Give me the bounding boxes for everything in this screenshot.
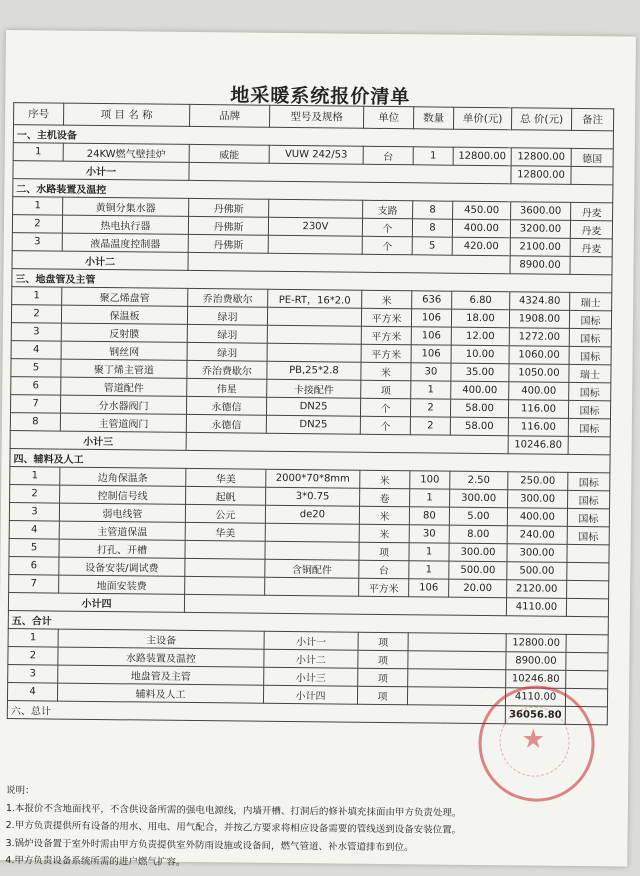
grand-total-value: 36056.80 bbox=[505, 706, 565, 725]
brand: 华美 bbox=[185, 522, 265, 541]
quantity: 106 bbox=[411, 327, 451, 345]
item-name: 黄铜分集水器 bbox=[63, 197, 189, 216]
total-price: 300.00 bbox=[508, 490, 568, 509]
row-index: 5 bbox=[11, 359, 61, 378]
brand: 威能 bbox=[189, 144, 269, 163]
unit: 项 bbox=[359, 542, 409, 561]
section-heading: 一、主机设备 bbox=[13, 125, 613, 149]
brand: 丹佛斯 bbox=[188, 216, 268, 235]
unit-price: 58.00 bbox=[450, 417, 508, 436]
unit: 米 bbox=[360, 470, 410, 489]
note-line: 3.锅炉设备置于室外时需由甲方负责提供室外防雨设施或设备间，燃气管道、补水管道排布到位。 bbox=[5, 837, 414, 853]
item-name: 主管道阀门 bbox=[60, 413, 186, 432]
column-header: 单价(元) bbox=[453, 107, 511, 130]
total-price: 1272.00 bbox=[509, 328, 569, 347]
item-name: 管道配件 bbox=[61, 377, 187, 396]
model-spec: 3*0.75 bbox=[266, 487, 360, 506]
item-name: 控制信号线 bbox=[60, 485, 186, 504]
model-spec bbox=[268, 235, 362, 254]
row-index: 4 bbox=[11, 341, 61, 360]
column-header: 数量 bbox=[413, 107, 453, 129]
row-index: 7 bbox=[10, 395, 60, 414]
column-header: 总 价(元) bbox=[511, 108, 571, 131]
subtotal-label: 小计一 bbox=[13, 161, 189, 181]
brand: 乔治费歇尔 bbox=[188, 288, 268, 307]
model-spec: PB,25*2.8 bbox=[267, 361, 361, 380]
notes-heading: 说明： bbox=[5, 785, 35, 797]
unit: 项 bbox=[358, 632, 408, 651]
item-name: 分水器阀门 bbox=[60, 395, 186, 414]
total-price: 400.00 bbox=[509, 382, 569, 401]
row-index: 2 bbox=[11, 305, 61, 324]
item-name: 热电执行器 bbox=[62, 215, 188, 234]
remark: 国标 bbox=[569, 382, 611, 400]
unit-price: 2.50 bbox=[450, 471, 508, 490]
item-name: 地盘管及主管 bbox=[58, 665, 264, 685]
row-index: 6 bbox=[9, 557, 59, 576]
section-heading: 二、水路装置及温控 bbox=[13, 179, 613, 203]
quantity: 106 bbox=[411, 309, 451, 327]
unit: 平方米 bbox=[359, 578, 409, 597]
unit: 台 bbox=[363, 146, 413, 165]
item-name: 主设备 bbox=[58, 629, 264, 649]
unit: 米 bbox=[362, 290, 412, 309]
unit-price: 35.00 bbox=[451, 363, 509, 382]
row-index: 2 bbox=[8, 647, 58, 666]
quote-sheet bbox=[0, 30, 636, 867]
seal-star-icon: ★ bbox=[521, 724, 546, 755]
row-index: 4 bbox=[7, 683, 57, 702]
total-price: 1050.00 bbox=[509, 364, 569, 383]
quantity: 1 bbox=[409, 561, 449, 579]
unit-price: 12.00 bbox=[451, 327, 509, 346]
row-index: 2 bbox=[12, 215, 62, 234]
model-spec: DN25 bbox=[266, 397, 360, 416]
total-price: 116.00 bbox=[508, 418, 568, 437]
unit-price: 6.80 bbox=[452, 291, 510, 310]
quantity: 30 bbox=[411, 363, 451, 381]
brand: 绿羽 bbox=[187, 324, 267, 343]
item-name: 设备安装/调试费 bbox=[59, 557, 185, 576]
subtotal-label: 小计四 bbox=[8, 593, 184, 613]
brand: 起帆 bbox=[186, 486, 266, 505]
remark: 国标 bbox=[567, 526, 609, 544]
subtotal-ref: 小计一 bbox=[264, 631, 358, 650]
section-heading: 五、合计 bbox=[8, 611, 608, 635]
remark: 国标 bbox=[569, 328, 611, 346]
row-index: 3 bbox=[8, 665, 58, 684]
quantity: 1 bbox=[413, 147, 453, 165]
unit-price: 20.00 bbox=[449, 579, 507, 598]
remark: 丹麦 bbox=[571, 202, 613, 220]
column-header: 项 目 名 称 bbox=[64, 103, 190, 126]
quantity: 30 bbox=[409, 525, 449, 543]
note-line: 1.本报价不含地面找平，不含供设备所需的强电电源线，内墙开槽、打洞后的修补填充抹面由甲方负责处理。 bbox=[5, 802, 462, 819]
empty-cell bbox=[570, 256, 612, 274]
total-price: 12800.00 bbox=[511, 148, 571, 167]
quantity: 1 bbox=[409, 543, 449, 561]
unit: 米 bbox=[359, 524, 409, 543]
brand: 绿羽 bbox=[187, 306, 267, 325]
brand: 丹佛斯 bbox=[188, 234, 268, 253]
unit-price: 300.00 bbox=[449, 543, 507, 562]
total-price: 3600.00 bbox=[511, 202, 571, 221]
model-spec: 2000*70*8mm bbox=[266, 469, 360, 488]
item-name: 弱电线管 bbox=[59, 503, 185, 522]
item-name: 反射膜 bbox=[61, 323, 187, 342]
unit: 个 bbox=[362, 236, 412, 255]
subtotal-value: 8900.00 bbox=[510, 256, 570, 275]
unit: 个 bbox=[360, 398, 410, 417]
model-spec: VUW 242/53 bbox=[269, 145, 363, 164]
quantity: 8 bbox=[413, 201, 453, 219]
total-price: 8900.00 bbox=[506, 652, 566, 671]
brand bbox=[185, 540, 265, 559]
subtotal-ref: 小计二 bbox=[264, 649, 358, 668]
remark: 瑞士 bbox=[570, 292, 612, 310]
subtotal-ref: 小计三 bbox=[264, 667, 358, 686]
total-price: 1908.00 bbox=[509, 310, 569, 329]
model-spec: 含铜配件 bbox=[265, 559, 359, 578]
total-price: 2120.00 bbox=[507, 580, 567, 599]
unit: 个 bbox=[362, 218, 412, 237]
item-name: 水路装置及温控 bbox=[58, 647, 264, 667]
empty-cell bbox=[566, 652, 608, 670]
total-price: 116.00 bbox=[508, 400, 568, 419]
unit-price: 8.00 bbox=[449, 525, 507, 544]
brand: 永德信 bbox=[186, 396, 266, 415]
unit-price: 500.00 bbox=[449, 561, 507, 580]
empty-cell bbox=[566, 634, 608, 652]
row-index: 1 bbox=[8, 629, 58, 648]
item-name: 地面安装费 bbox=[59, 575, 185, 594]
grand-total-label: 六、总计 bbox=[7, 701, 505, 724]
item-name: 保温板 bbox=[61, 305, 187, 324]
quantity: 100 bbox=[410, 471, 450, 489]
empty-cell bbox=[408, 651, 506, 670]
empty-cell bbox=[566, 670, 608, 688]
quantity: 1 bbox=[410, 489, 450, 507]
model-spec: 230V bbox=[268, 217, 362, 236]
total-price: 12800.00 bbox=[506, 634, 566, 653]
total-price: 400.00 bbox=[507, 508, 567, 527]
row-index: 3 bbox=[9, 503, 59, 522]
unit-price: 12800.00 bbox=[453, 147, 511, 166]
empty-cell bbox=[408, 669, 506, 688]
model-spec: PE-RT，16*2.0 bbox=[268, 289, 362, 308]
model-spec bbox=[269, 199, 363, 218]
brand: 公元 bbox=[185, 504, 265, 523]
brand: 永德信 bbox=[186, 414, 266, 433]
column-header: 品牌 bbox=[190, 104, 270, 127]
unit: 平方米 bbox=[361, 308, 411, 327]
brand: 丹佛斯 bbox=[189, 198, 269, 217]
brand: 伟星 bbox=[187, 378, 267, 397]
total-price: 300.00 bbox=[507, 544, 567, 563]
subtotal-value: 10246.80 bbox=[508, 436, 568, 455]
empty-cell bbox=[408, 633, 506, 652]
row-index: 1 bbox=[12, 287, 62, 306]
item-name: 边角保温条 bbox=[60, 467, 186, 486]
unit-price: 300.00 bbox=[450, 489, 508, 508]
brand bbox=[185, 558, 265, 577]
unit: 米 bbox=[359, 506, 409, 525]
subtotal-value: 4110.00 bbox=[506, 598, 566, 617]
unit: 卷 bbox=[360, 488, 410, 507]
document-title: 地采暖系统报价清单 bbox=[230, 84, 411, 109]
model-spec bbox=[265, 577, 359, 596]
company-seal bbox=[478, 685, 595, 802]
item-name: 液晶温度控制器 bbox=[62, 233, 188, 252]
remark bbox=[567, 544, 609, 562]
row-index: 1 bbox=[13, 197, 63, 216]
unit-price: 5.00 bbox=[449, 507, 507, 526]
item-name: 聚乙烯盘管 bbox=[62, 287, 188, 306]
unit-price: 58.00 bbox=[450, 399, 508, 418]
quantity: 80 bbox=[409, 507, 449, 525]
total-price: 250.00 bbox=[508, 472, 568, 491]
column-header: 单位 bbox=[363, 106, 413, 129]
remark: 德国 bbox=[571, 148, 613, 166]
unit-price: 10.00 bbox=[451, 345, 509, 364]
total-price: 1060.00 bbox=[509, 346, 569, 365]
subtotal-label: 小计二 bbox=[12, 251, 188, 271]
subtotal-label: 小计三 bbox=[10, 431, 186, 451]
note-line: 4.甲方负责设备系统所需的进户燃气扩容。 bbox=[5, 855, 186, 868]
remark: 国标 bbox=[569, 346, 611, 364]
remark bbox=[567, 562, 609, 580]
remark: 国标 bbox=[568, 418, 610, 436]
row-index: 7 bbox=[9, 575, 59, 594]
item-name: 辅料及人工 bbox=[57, 683, 263, 703]
subtotal-value: 12800.00 bbox=[511, 166, 571, 185]
item-name: 聚丁烯主管道 bbox=[61, 359, 187, 378]
section-heading: 三、地盘管及主管 bbox=[12, 269, 612, 293]
empty-cell bbox=[566, 598, 608, 616]
quantity: 2 bbox=[410, 417, 450, 435]
remark: 瑞士 bbox=[569, 364, 611, 382]
total-price: 2100.00 bbox=[510, 238, 570, 257]
remark: 国标 bbox=[568, 490, 610, 508]
total-price: 4324.80 bbox=[510, 292, 570, 311]
unit: 项 bbox=[357, 686, 407, 705]
item-name: 打孔、开槽 bbox=[59, 539, 185, 558]
quantity: 5 bbox=[412, 237, 452, 255]
quantity: 106 bbox=[411, 345, 451, 363]
remark: 丹麦 bbox=[570, 220, 612, 238]
row-index: 1 bbox=[10, 467, 60, 486]
remark: 丹麦 bbox=[570, 238, 612, 256]
subtotal-ref: 小计四 bbox=[263, 685, 357, 704]
unit: 项 bbox=[358, 650, 408, 669]
row-index: 5 bbox=[9, 539, 59, 558]
brand: 乔治费歇尔 bbox=[187, 360, 267, 379]
remark: 国标 bbox=[568, 472, 610, 490]
unit: 平方米 bbox=[361, 326, 411, 345]
row-index: 3 bbox=[11, 323, 61, 342]
brand: 华美 bbox=[186, 468, 266, 487]
remark bbox=[567, 580, 609, 598]
remark: 国标 bbox=[569, 310, 611, 328]
total-price: 3200.00 bbox=[510, 220, 570, 239]
row-index: 3 bbox=[12, 233, 62, 252]
row-index: 2 bbox=[10, 485, 60, 504]
total-price: 240.00 bbox=[507, 526, 567, 545]
quantity: 636 bbox=[412, 291, 452, 309]
column-header: 型号及规格 bbox=[269, 105, 363, 128]
unit: 个 bbox=[360, 416, 410, 435]
model-spec bbox=[267, 343, 361, 362]
note-line: 2.甲方负责提供所有设备的用水、用电、用气配合，并按乙方要求将相应设备需要的管线送到设备安装位置。 bbox=[5, 820, 462, 836]
unit: 项 bbox=[358, 668, 408, 687]
total-price: 500.00 bbox=[507, 562, 567, 581]
row-index: 8 bbox=[10, 413, 60, 432]
empty-cell bbox=[568, 436, 610, 454]
row-index: 1 bbox=[13, 143, 63, 162]
remark: 国标 bbox=[568, 400, 610, 418]
model-spec bbox=[267, 325, 361, 344]
total-price: 10246.80 bbox=[506, 670, 566, 689]
quantity: 1 bbox=[411, 381, 451, 399]
brand bbox=[185, 576, 265, 595]
quantity: 2 bbox=[410, 399, 450, 417]
section-heading: 四、辅料及人工 bbox=[10, 449, 610, 473]
unit: 米 bbox=[361, 362, 411, 381]
brand: 绿羽 bbox=[187, 342, 267, 361]
model-spec: de20 bbox=[265, 505, 359, 524]
unit-price: 400.00 bbox=[452, 219, 510, 238]
column-header: 备注 bbox=[571, 108, 613, 130]
unit-price: 420.00 bbox=[452, 237, 510, 256]
empty-cell bbox=[407, 687, 505, 706]
quantity: 106 bbox=[409, 579, 449, 597]
item-name: 24KW燃气壁挂炉 bbox=[63, 143, 189, 162]
column-header: 序号 bbox=[14, 103, 64, 126]
item-name: 钢丝网 bbox=[61, 341, 187, 360]
unit: 项 bbox=[361, 380, 411, 399]
row-index: 6 bbox=[11, 377, 61, 396]
remark: 国标 bbox=[567, 508, 609, 526]
row-index: 4 bbox=[9, 521, 59, 540]
unit-price: 400.00 bbox=[451, 381, 509, 400]
empty-cell bbox=[571, 166, 613, 184]
model-spec bbox=[267, 307, 361, 326]
model-spec bbox=[265, 523, 359, 542]
unit: 支路 bbox=[363, 200, 413, 219]
unit-price: 18.00 bbox=[451, 309, 509, 328]
quantity: 8 bbox=[412, 219, 452, 237]
model-spec: DN25 bbox=[266, 415, 360, 434]
quote-table bbox=[7, 102, 614, 725]
unit: 平方米 bbox=[361, 344, 411, 363]
item-name: 主管道保温 bbox=[59, 521, 185, 540]
unit-price: 450.00 bbox=[453, 201, 511, 220]
model-spec bbox=[265, 541, 359, 560]
model-spec: 卡接配件 bbox=[267, 379, 361, 398]
total-price: 4110.00 bbox=[505, 688, 565, 707]
unit: 台 bbox=[359, 560, 409, 579]
